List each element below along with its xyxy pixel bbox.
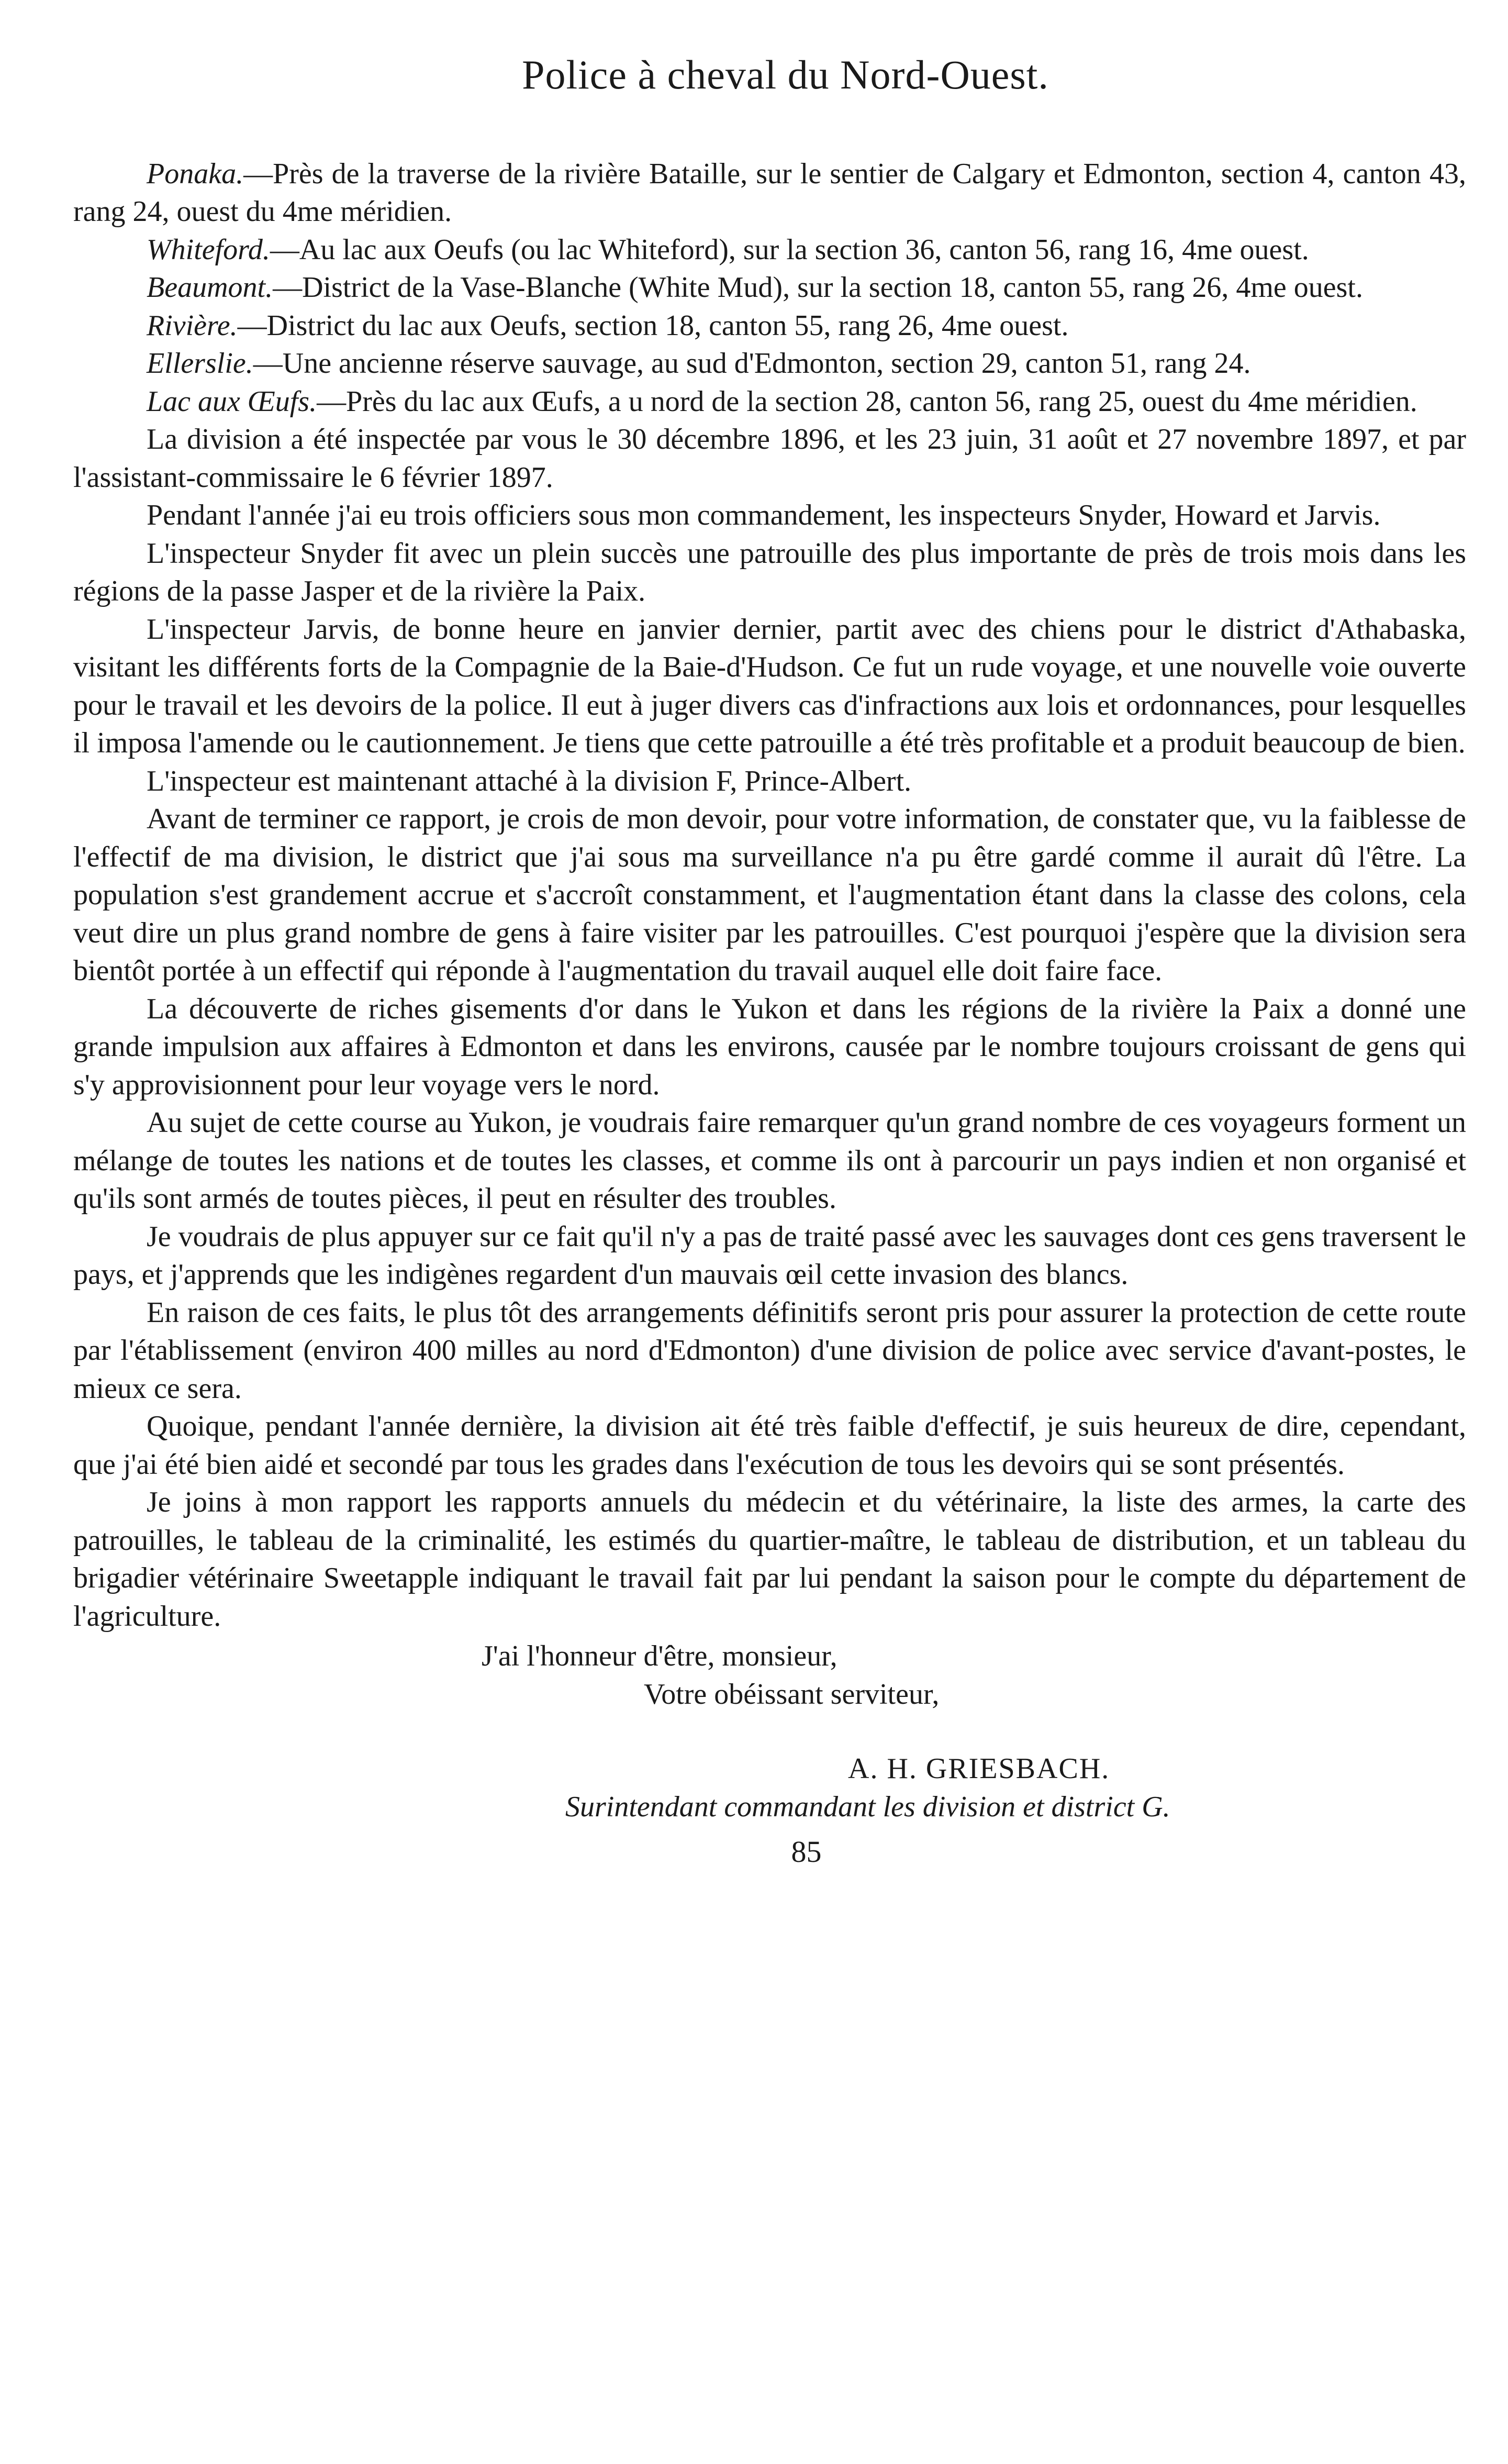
paragraph-officers: Pendant l'année j'ai eu trois officiers sous mon commandement, les inspecteurs Snyder, Howard et Jarvis.: [147, 499, 1381, 532]
place-name: Lac aux Œufs.: [147, 385, 317, 418]
paragraph-route-protection: En raison de ces faits, le plus tôt des arrangements définitifs seront pris pour assurer la protection de cette route par l'établissement (environ 400 milles au nord d'Edmonton) d'une division de police avec service d'avant-postes, le mieux ce sera.: [73, 1296, 1466, 1405]
paragraph-jarvis-patrol: L'inspecteur Jarvis, de bonne heure en janvier dernier, partit avec des chiens pour le district d'Athabaska, visitant les différents forts de la Compagnie de la Baie-d'Hudson. Ce fut un rude voyage, et une nouvelle voie ouverte pour le travail et les devoirs de la police. Il eut à juger divers cas d'infractions aux lois et ordonnances, pour lesquelles il imposa l'amende ou le cautionnement. Je tiens que cette patrouille a été très profitable et a produit beaucoup de bien.: [73, 613, 1466, 760]
closing-salutation: [73, 1637, 1466, 1713]
page-number: 85: [791, 1835, 822, 1869]
place-name: Rivière.: [147, 309, 238, 342]
page-title: Police à cheval du Nord-Ouest.: [522, 52, 1049, 97]
paragraph-yukon-rush: Au sujet de cette course au Yukon, je voudrais faire remarquer qu'un grand nombre de ces voyageurs forment un mélange de toutes les nations et de toutes les classes, et comme ils ont à parcourir un pays indien et non organisé et qu'ils sont armés de toutes pièces, il peut en résulter des troubles.: [73, 1106, 1466, 1215]
paragraph-gold-discovery: La découverte de riches gisements d'or dans le Yukon et dans les régions de la rivière la Paix a donné une grande impulsion aux affaires à Edmonton et dans les environs, causée par le nombre toujours croissant de gens qui s'y approvisionnent pour leur voyage vers le nord.: [73, 992, 1466, 1101]
place-description: —Au lac aux Oeufs (ou lac Whiteford), sur la section 36, canton 56, rang 16, 4me ouest.: [270, 233, 1309, 266]
place-description: —District du lac aux Oeufs, section 18, canton 55, rang 26, 4me ouest.: [237, 309, 1069, 342]
place-entry-ellerslie: [73, 345, 1466, 383]
paragraph-division-strength: Avant de terminer ce rapport, je crois de mon devoir, pour votre information, de constater que, vu la faiblesse de l'effectif de ma division, le district que j'ai sous ma surveillance n'a pu être gardé comme il aurait dû l'être. La population s'est grandement accrue et s'accroît constamment, et l'augmentation étant dans la classe des colons, cela veut dire un plus grand nombre de gens à faire visiter par les patrouilles. C'est pourquoi j'espère que la division sera bientôt portée à un effectif qui réponde à l'augmentation du travail auquel elle doit faire face.: [73, 803, 1466, 987]
paragraph-attachments: Je joins à mon rapport les rapports annuels du médecin et du vétérinaire, la liste des armes, la carte des patrouilles, le tableau de la criminalité, les estimés du quartier-maître, le tableau de distribution, et un tableau du brigadier vétérinaire Sweetapple indiquant le travail fait par lui pendant la saison pour le compte du département de l'agriculture.: [73, 1486, 1466, 1633]
signatory-role: Surintendant commandant les division et district G.: [565, 1790, 1170, 1823]
place-entry-ponaka: [73, 155, 1466, 231]
place-name: Whiteford.: [147, 233, 270, 266]
place-description: —District de la Vase-Blanche (White Mud), sur la section 18, canton 55, rang 26, 4me ouest.: [273, 271, 1363, 304]
paragraph-treaty: Je voudrais de plus appuyer sur ce fait qu'il n'y a pas de traité passé avec les sauvages dont ces gens traversent le pays, et j'apprends que les indigènes regardent d'un mauvais œil cette invasion des blancs.: [73, 1220, 1466, 1291]
paragraph-inspector-attached: L'inspecteur est maintenant attaché à la division F, Prince-Albert.: [147, 764, 912, 797]
closing-line-2: Votre obéissant serviteur,: [644, 1678, 940, 1711]
signature-block: [73, 1750, 1466, 1826]
paragraph-thanks: Quoique, pendant l'année dernière, la division ait été très faible d'effectif, je suis heureux de dire, cependant, que j'ai été bien aidé et secondé par tous les grades dans l'exécution de tous les devoirs qui se sont présentés.: [73, 1410, 1466, 1481]
place-description: —Près du lac aux Œufs, a u nord de la section 28, canton 56, rang 25, ouest du 4me méridien.: [317, 385, 1417, 418]
place-entry-whiteford: [73, 231, 1466, 269]
place-description: —Une ancienne réserve sauvage, au sud d'Edmonton, section 29, canton 51, rang 24.: [253, 347, 1251, 380]
place-name: Ponaka.: [147, 157, 244, 190]
place-entry-riviere: [73, 307, 1466, 345]
place-description: —Près de la traverse de la rivière Bataille, sur le sentier de Calgary et Edmonton, section 4, canton 43, rang 24, ouest du 4me méridien.: [73, 157, 1466, 228]
place-entry-lac-aux-oeufs: [73, 383, 1466, 421]
paragraph-snyder-patrol: L'inspecteur Snyder fit avec un plein succès une patrouille des plus importante de près de trois mois dans les régions de la passe Jasper et de la rivière la Paix.: [73, 537, 1466, 608]
signatory-name: A. H. GRIESBACH.: [848, 1752, 1110, 1785]
place-name: Beaumont.: [147, 271, 273, 304]
place-name: Ellerslie.: [147, 347, 253, 380]
paragraph-inspection: La division a été inspectée par vous le 30 décembre 1896, et les 23 juin, 31 août et 27 novembre 1897, et par l'assistant-commissaire le 6 février 1897.: [73, 423, 1466, 494]
place-entry-beaumont: [73, 269, 1466, 307]
closing-line-1: J'ai l'honneur d'être, monsieur,: [482, 1640, 837, 1673]
report-body: [73, 155, 1466, 1636]
